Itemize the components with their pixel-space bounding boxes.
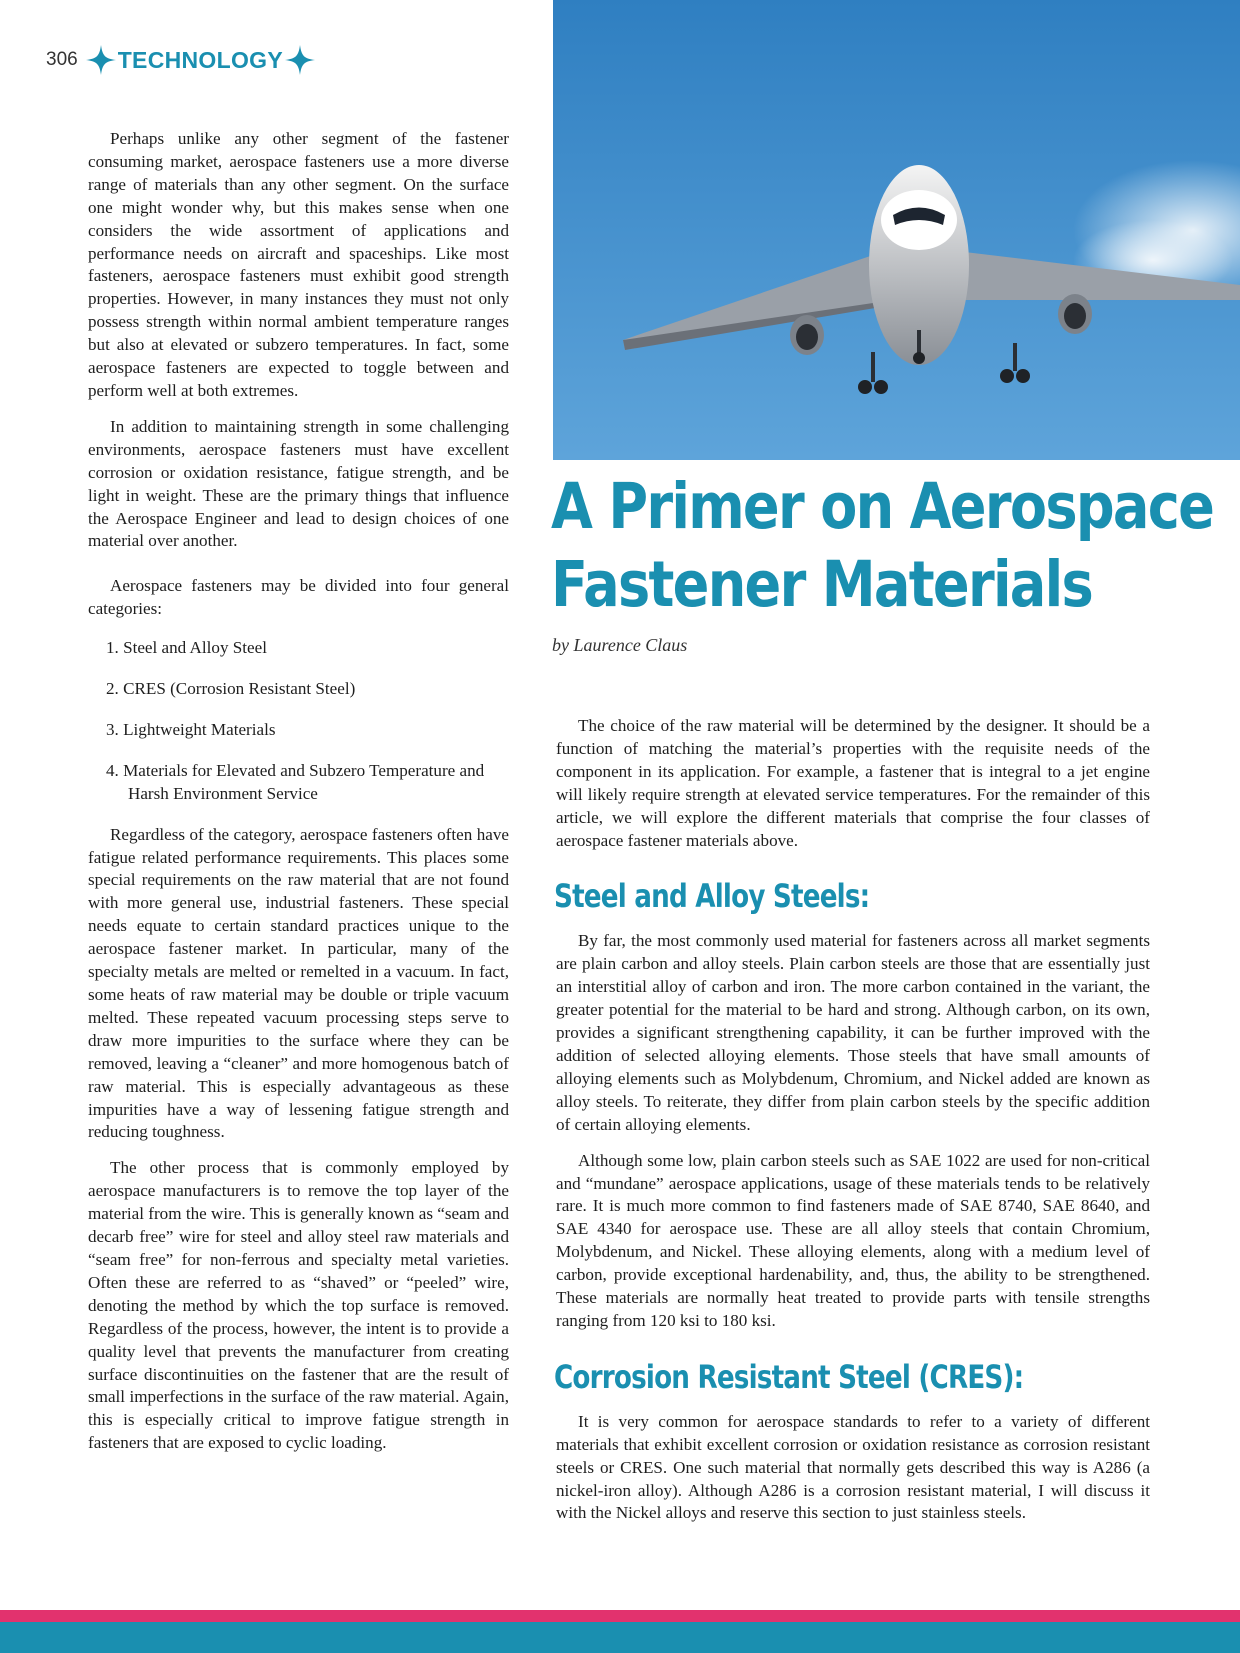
byline: by Laurence Claus [552, 635, 688, 655]
article-title-line: Fastener Materials [551, 548, 1093, 621]
section-heading: Corrosion Resistant Steel (CRES): [554, 1357, 1024, 1396]
category-list [88, 637, 509, 806]
page-number: 306 [46, 49, 78, 70]
paragraph: In addition to maintaining strength in some challenging environments, aerospace fasteners must have excellent corrosion or oxidation resistance, fatigue strength, and be light in weight. These are the primary things that influence the Aerospace Engineer and lead to design choices of one material over another. [88, 416, 509, 551]
left-column [88, 128, 509, 1468]
paragraph: Although some low, plain carbon steels such as SAE 1022 are used for non-critical and “mundane” aerospace applications, usage of these materials tends to be relatively rare. It is much more common to find fasteners made of SAE 8740, SAE 8640, and SAE 4340 for aerospace use. These are all alloy steels that contain Chromium, Molybdenum, and Nickel. These alloying elements, along with a medium level of carbon, provide exceptional hardenability, and, thus, the ability to be strengthened. These materials are normally heat treated to provide parts with tensile strengths ranging from 120 ksi to 180 ksi. [556, 1150, 1150, 1330]
paragraph: Regardless of the category, aerospace fasteners often have fatigue related performance requirements. This places some special requirements on the raw material that are not found with more general use, industrial fasteners. These special needs equate to certain standard practices unique to the aerospace fastener market. In particular, many of the specialty metals are melted or remelted in a vacuum. In fact, some heats of raw material may be double or triple vacuum melted. These repeated vacuum processing steps serve to draw more impurities to the surface where they can be removed, leaving a “cleaner” and more homogenous batch of raw material. This is especially advantageous as these impurities have a way of lessening fatigue strength and reducing toughness. [88, 824, 509, 1142]
right-column [556, 715, 1150, 1538]
page-header [46, 40, 315, 80]
paragraph: The choice of the raw material will be determined by the designer. It should be a function of matching the material’s properties with the requisite needs of the component in its application. For example, a fastener that is integral to a jet engine will likely require strength at elevated service temperatures. For the remainder of this article, we will explore the different materials that comprise the four classes of aerospace fastener materials above. [556, 716, 1150, 850]
sparkle-icon [285, 45, 315, 75]
airplane-photo [553, 0, 1240, 460]
list-item: 2. CRES (Corrosion Resistant Steel) [106, 679, 356, 699]
article-title-line: A Primer on Aerospace [551, 470, 1214, 543]
article-title [551, 468, 1214, 624]
paragraph: Aerospace fasteners may be divided into four general categories: [88, 576, 509, 619]
footer-accent-bar [0, 1610, 1240, 1622]
paragraph: The other process that is commonly employed by aerospace manufacturers is to remove the top layer of the material from the wire. This is generally known as “seam and decarb free” wire for steel and alloy steel raw materials and “seam free” for non-ferrous and specialty metal varieties. Often these are referred to as “shaved” or “peeled” wire, denoting the method by which the top surface is removed. Regardless of the process, however, the intent is to provide a quality level that prevents the manufacturer from creating surface discontinuities on the fastener that are the result of small imperfections in the surface of the raw material. Again, this is especially critical to improve fatigue strength in fasteners that are exposed to cyclic loading. [88, 1158, 509, 1453]
list-item: 3. Lightweight Materials [106, 719, 276, 739]
paragraph: Perhaps unlike any other segment of the fastener consuming market, aerospace fasteners use a more diverse range of materials than any other segment. On the surface one might wonder why, but this makes sense when one considers the wide assortment of applications and performance needs on aircraft and spaceships. Like most fasteners, aerospace fasteners must exhibit good strength properties. However, in many instances they must not only possess strength within normal ambient temperature ranges but also at elevated or subzero temperatures. In fact, some aerospace fasteners are expected to toggle between and perform well at both extremes. [88, 129, 509, 400]
paragraph: By far, the most commonly used material for fasteners across all market segments are plain carbon and alloy steels. Plain carbon steels are those that are essentially just an interstitial alloy of carbon and iron. The more carbon contained in the variant, the greater potential for the material to be hard and strong. Although carbon, on its own, provides a significant strengthening capability, it can be further improved with the addition of selected alloying elements. Those steels that have small amounts of alloying elements such as Molybdenum, Chromium, and Nickel added are known as alloy steels. To reiterate, they differ from plain carbon steels by the specific addition of certain alloying elements. [556, 931, 1150, 1134]
section-heading: Steel and Alloy Steels: [554, 877, 870, 916]
sparkle-icon [86, 45, 116, 75]
footer-bar [0, 1622, 1240, 1653]
paragraph: It is very common for aerospace standards to refer to a variety of different materials that exhibit excellent corrosion or oxidation resistance as corrosion resistant steels or CRES. One such material that normally gets described this way is A286 (a nickel-iron alloy). Although A286 is a corrosion resistant material, I will discuss it with the Nickel alloys and reserve this section to just stainless steels. [556, 1411, 1150, 1523]
list-item: 4. Materials for Elevated and Subzero Temperature and Harsh Environment Service [106, 760, 485, 803]
section-label: TECHNOLOGY [117, 46, 283, 73]
list-item: 1. Steel and Alloy Steel [106, 638, 267, 658]
